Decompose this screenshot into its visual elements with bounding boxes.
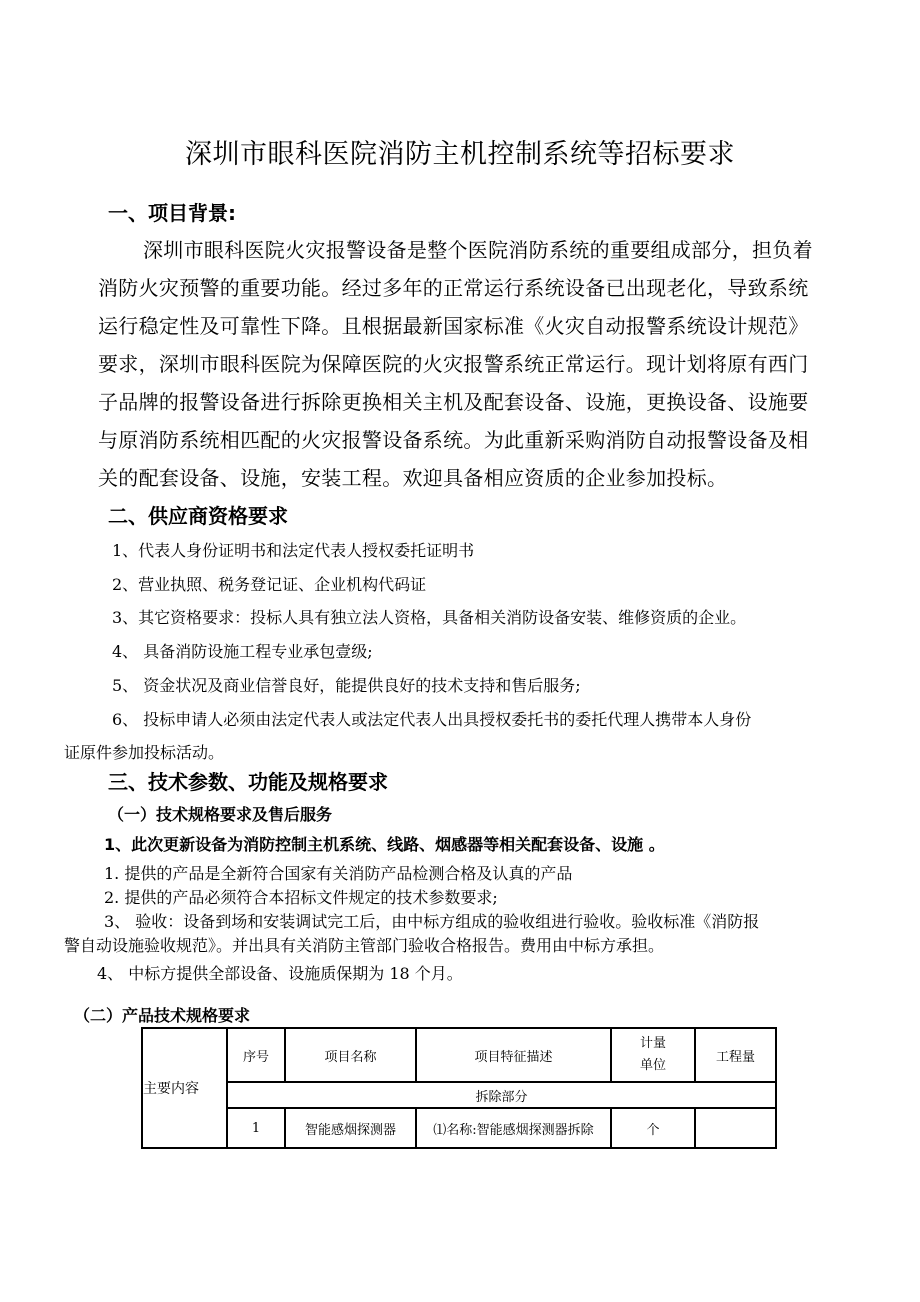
section1-heading: 一、项目背景: [108, 201, 236, 225]
row-unit: 个 [611, 1108, 695, 1148]
requirement-item: 4、 中标方提供全部设备、设施质保期为 18 个月。 [97, 964, 463, 983]
table-row [142, 1108, 776, 1148]
row-quantity [695, 1108, 776, 1148]
section1-line: 要求，深圳市眼科医院为保障医院的火灾报警系统正常运行。现计划将原有西门 [98, 352, 809, 376]
subsection2-heading: （二）产品技术规格要求 [74, 1006, 251, 1025]
qualification-item: 4、 具备消防设施工程专业承包壹级; [112, 642, 373, 661]
header-quantity: 工程量 [695, 1028, 776, 1082]
requirement-item: 3、 验收：设备到场和安装调试完工后，由中标方组成的验收组进行验收。验收标准《消防报 [104, 912, 760, 931]
section1-line: 关的配套设备、设施，安装工程。欢迎具备相应资质的企业参加投标。 [98, 466, 728, 490]
page-title: 深圳市眼科医院消防主机控制系统等招标要求 [185, 139, 735, 170]
header-unit-line2: 单位 [639, 1058, 666, 1073]
group-label-demolition: 拆除部分 [227, 1082, 776, 1108]
section1-line: 深圳市眼科医院火灾报警设备是整个医院消防系统的重要组成部分，担负着 [143, 238, 813, 262]
section2-heading: 二、供应商资格要求 [108, 504, 288, 528]
qualification-item: 3、其它资格要求：投标人具有独立法人资格，具备相关消防设备安装、维修资质的企业。 [112, 608, 747, 627]
requirement-item-cont: 警自动设施验收规范》。并出具有关消防主管部门验收合格报告。费用由中标方承担。 [64, 936, 665, 955]
main-content-label: 主要内容 [142, 1028, 227, 1148]
header-unit-line1: 计量 [639, 1036, 666, 1051]
header-item-name: 项目名称 [285, 1028, 416, 1082]
section1-line: 运行稳定性及可靠性下降。且根据最新国家标准《火灾自动报警系统设计规范》 [98, 314, 809, 338]
row-item-desc: ⑴名称:智能感烟探测器拆除 [416, 1108, 611, 1148]
qualification-item: 5、 资金状况及商业信誉良好，能提供良好的技术支持和售后服务; [112, 676, 581, 695]
header-unit [611, 1028, 695, 1082]
row-item-name: 智能感烟探测器 [285, 1108, 416, 1148]
qualification-item: 2、营业执照、税务登记证、企业机构代码证 [112, 575, 427, 594]
qualification-item: 1、代表人身份证明书和法定代表人授权委托证明书 [112, 541, 475, 560]
section1-line: 子品牌的报警设备进行拆除更换相关主机及配套设备、设施，更换设备、设施要 [98, 390, 809, 414]
update-equipment-statement: 1、此次更新设备为消防控制主机系统、线路、烟感器等相关配套设备、设施 。 [104, 835, 665, 854]
subsection1-heading: （一）技术规格要求及售后服务 [108, 805, 333, 824]
qualification-item: 6、 投标申请人必须由法定代表人或法定代表人出具授权委托书的委托代理人携带本人身份 [112, 710, 752, 729]
header-seq: 序号 [227, 1028, 285, 1082]
header-item-desc: 项目特征描述 [416, 1028, 611, 1082]
section3-heading: 三、技术参数、功能及规格要求 [108, 770, 388, 794]
section1-line: 与原消防系统相匹配的火灾报警设备系统。为此重新采购消防自动报警设备及相 [98, 428, 809, 452]
requirement-item: 1. 提供的产品是全新符合国家有关消防产品检测合格及认真的产品 [104, 864, 573, 883]
qualification-item-cont: 证原件参加投标活动。 [64, 743, 225, 762]
row-seq: 1 [227, 1108, 285, 1148]
requirement-item: 2. 提供的产品必须符合本招标文件规定的技术参数要求; [104, 888, 498, 907]
section1-line: 消防火灾预警的重要功能。经过多年的正常运行系统设备已出现老化，导致系统 [98, 276, 809, 300]
product-spec-table [141, 1027, 777, 1149]
